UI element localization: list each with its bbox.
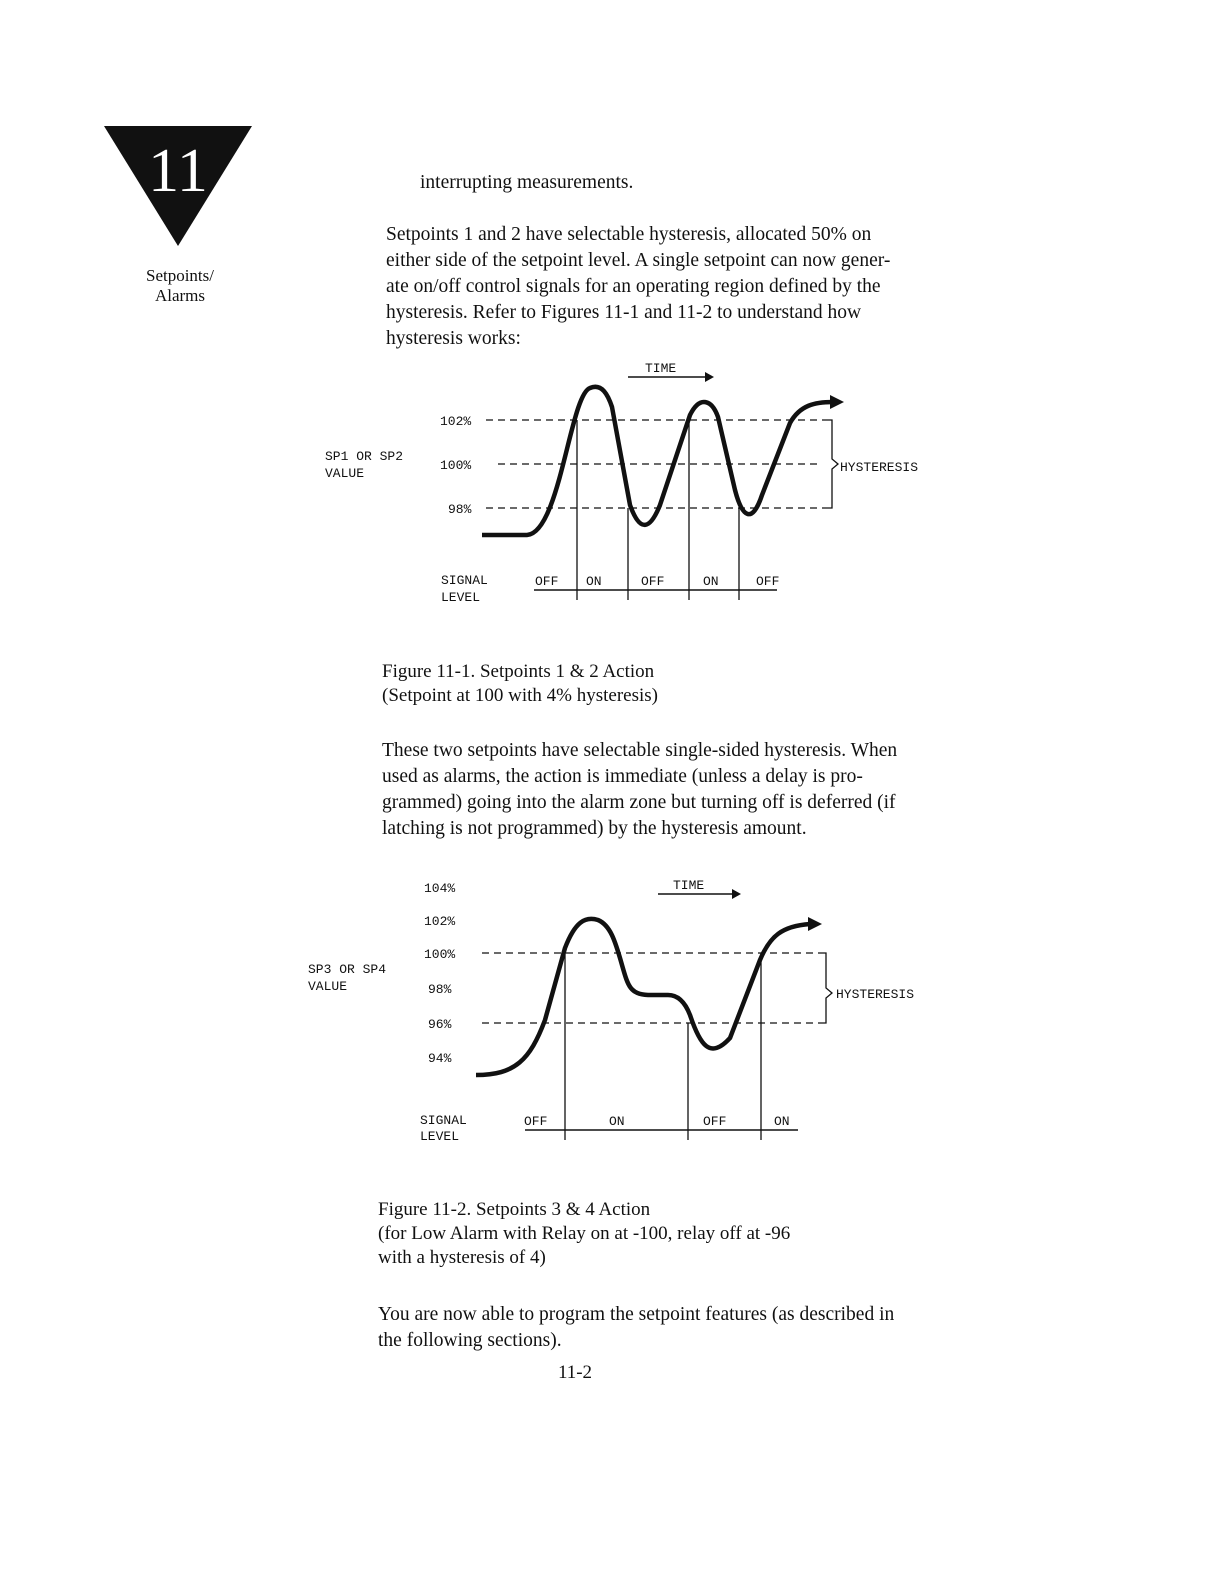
fig1-level-100: 100% xyxy=(440,458,472,473)
fig2-level-102: 102% xyxy=(424,914,456,929)
paragraph-1 xyxy=(386,222,890,352)
figure-11-1-caption xyxy=(382,660,658,708)
fig2-level-94: 94% xyxy=(428,1051,452,1066)
fig1-state-off: OFF xyxy=(641,574,665,589)
chapter-title-line2: Alarms xyxy=(154,286,206,305)
paragraph-1-line: hysteresis. Refer to Figures 11-1 and 11-2 to understand how xyxy=(386,302,862,323)
paragraph-3-line: You are now able to program the setpoint features (as described in xyxy=(378,1304,895,1325)
figure-11-2-diagram xyxy=(0,870,1224,1150)
page-number: 11-2 xyxy=(557,1362,593,1383)
fig2-level-104: 104% xyxy=(424,881,456,896)
paragraph-2 xyxy=(382,738,897,842)
fig2-value-label-line2: VALUE xyxy=(308,979,348,994)
figure-11-2-caption xyxy=(378,1198,790,1270)
paragraph-3-line: the following sections). xyxy=(378,1330,562,1351)
fig2-signal-label-line2: LEVEL xyxy=(420,1129,460,1144)
fig2-level-96: 96% xyxy=(428,1017,452,1032)
fig1-state-on: ON xyxy=(703,574,719,589)
fig2-state-on: ON xyxy=(774,1114,790,1129)
paragraph-2-line: These two setpoints have selectable single-sided hysteresis. When xyxy=(382,740,898,761)
fig1-state-off: OFF xyxy=(535,574,559,589)
fig1-signal-label-line1: SIGNAL xyxy=(441,573,488,588)
figure-11-1-diagram xyxy=(0,355,1224,615)
paragraph-1-line: Setpoints 1 and 2 have selectable hysteresis, allocated 50% on xyxy=(386,224,872,245)
figure-11-1-caption-line1: Figure 11-1. Setpoints 1 & 2 Action xyxy=(382,661,655,682)
fig2-state-off: OFF xyxy=(703,1114,727,1129)
fig1-state-off: OFF xyxy=(756,574,780,589)
paragraph-1-line: hysteresis works: xyxy=(386,328,521,349)
intro-line: interrupting measurements. xyxy=(420,172,634,193)
figure-11-1-caption-line2: (Setpoint at 100 with 4% hysteresis) xyxy=(382,685,658,706)
intro-text xyxy=(420,170,633,196)
fig1-hysteresis-label: HYSTERESIS xyxy=(840,460,919,475)
paragraph-2-line: grammed) going into the alarm zone but turning off is deferred (if xyxy=(382,792,896,813)
fig2-state-on: ON xyxy=(609,1114,625,1129)
fig1-time-label: TIME xyxy=(645,361,677,376)
fig2-signal-label-line1: SIGNAL xyxy=(420,1113,467,1128)
fig1-level-102: 102% xyxy=(440,414,472,429)
fig1-value-label-line2: VALUE xyxy=(325,466,365,481)
fig2-time-label: TIME xyxy=(673,878,705,893)
paragraph-1-line: ate on/off control signals for an operating region defined by the xyxy=(386,276,881,297)
fig2-level-98: 98% xyxy=(428,982,452,997)
fig2-hysteresis-label: HYSTERESIS xyxy=(836,987,915,1002)
fig1-signal-label-line2: LEVEL xyxy=(441,590,481,605)
paragraph-2-line: latching is not programmed) by the hysteresis amount. xyxy=(382,818,807,839)
fig2-level-100: 100% xyxy=(424,947,456,962)
figure-11-2-caption-line3: with a hysteresis of 4) xyxy=(378,1247,546,1268)
figure-11-2-caption-line2: (for Low Alarm with Relay on at -100, relay off at -96 xyxy=(378,1223,791,1244)
paragraph-3 xyxy=(378,1302,894,1354)
figure-11-2-caption-line1: Figure 11-2. Setpoints 3 & 4 Action xyxy=(378,1199,651,1220)
fig2-value-label-line1: SP3 OR SP4 xyxy=(308,962,387,977)
fig1-state-on: ON xyxy=(586,574,602,589)
paragraph-1-line: either side of the setpoint level. A single setpoint can now gener- xyxy=(386,250,891,271)
chapter-title xyxy=(120,266,240,306)
paragraph-2-line: used as alarms, the action is immediate (unless a delay is pro- xyxy=(382,766,863,787)
chapter-title-line1: Setpoints/ xyxy=(145,266,214,285)
fig1-value-label-line1: SP1 OR SP2 xyxy=(325,449,404,464)
fig1-level-98: 98% xyxy=(448,502,472,517)
chapter-number: 11 xyxy=(148,137,208,205)
fig2-state-off: OFF xyxy=(524,1114,548,1129)
